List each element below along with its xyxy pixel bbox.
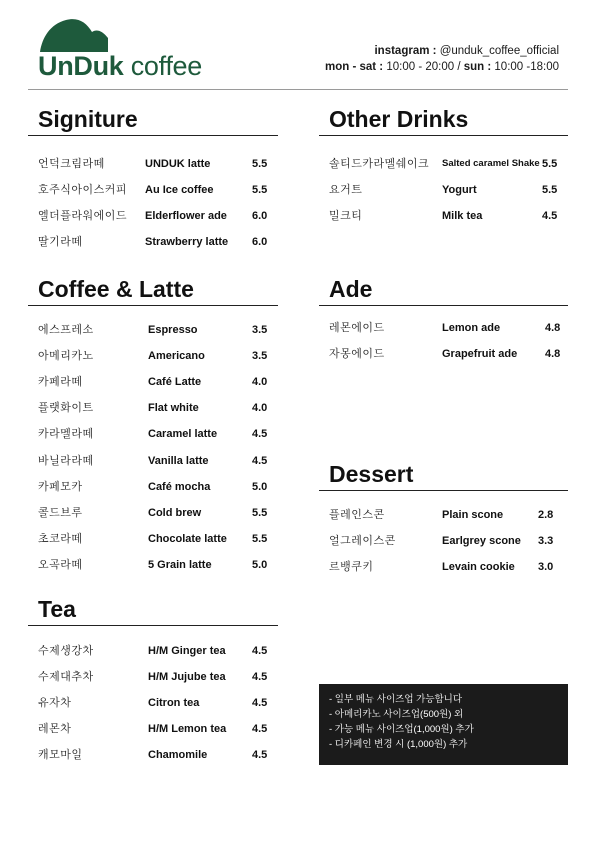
item-english: Americano — [148, 350, 205, 362]
item-price: 5.5 — [252, 507, 268, 519]
item-korean: 오곡라떼 — [38, 559, 83, 571]
item-english: Grapefruit ade — [442, 348, 518, 360]
brand-name-bold: UnDuk — [38, 51, 124, 81]
notice-line: - 아메리카노 사이즈업(500원) 외 — [329, 709, 464, 720]
item-price: 5.0 — [252, 559, 268, 571]
item-korean: 카페모카 — [38, 481, 83, 493]
notice-line: - 디카페인 변경 시 (1,000원) 추가 — [329, 739, 468, 750]
item-price: 6.0 — [252, 210, 268, 222]
item-english: Vanilla latte — [148, 455, 209, 467]
hill-logo-icon — [38, 16, 110, 54]
notice-line: - 일부 메뉴 사이즈업 가능합니다 — [329, 694, 463, 705]
instagram-handle: @unduk_coffee_official — [439, 45, 559, 57]
item-korean: 요거트 — [329, 184, 363, 196]
item-price: 4.0 — [252, 376, 268, 388]
item-korean: 딸기라떼 — [38, 236, 83, 248]
item-price: 3.3 — [538, 535, 554, 547]
item-price: 4.5 — [252, 749, 268, 761]
notice-box — [319, 684, 568, 765]
item-price: 3.0 — [538, 561, 554, 573]
item-english: H/M Ginger tea — [148, 645, 226, 657]
item-english: Citron tea — [148, 697, 200, 709]
hours-line — [325, 59, 559, 75]
item-korean: 엘더플라워에이드 — [38, 210, 128, 222]
section-title: Signiture — [28, 103, 278, 136]
hours-weekday: 10:00 - 20:00 / — [386, 61, 461, 73]
item-english: Flat white — [148, 402, 199, 414]
item-price: 4.5 — [252, 645, 268, 657]
item-korean: 레몬에이드 — [329, 322, 385, 334]
section-title: Ade — [319, 273, 568, 306]
item-price: 4.5 — [252, 697, 268, 709]
brand-logo — [38, 16, 243, 86]
item-korean: 솔티드카라멜쉐이크 — [329, 158, 430, 170]
item-price: 6.0 — [252, 236, 268, 248]
instagram-line — [325, 43, 559, 59]
item-english: Espresso — [148, 324, 198, 336]
item-english: H/M Lemon tea — [148, 723, 227, 735]
item-english: Chocolate latte — [148, 533, 227, 545]
item-english: Elderflower ade — [145, 210, 227, 222]
section-title: Tea — [28, 593, 278, 626]
item-english: Levain cookie — [442, 561, 515, 573]
item-price: 4.0 — [252, 402, 268, 414]
item-korean: 콜드브루 — [38, 507, 83, 519]
item-price: 5.5 — [252, 184, 268, 196]
item-korean: 호주식아이스커피 — [38, 184, 128, 196]
section-title: Coffee & Latte — [28, 273, 278, 306]
item-price: 5.5 — [252, 158, 268, 170]
header-divider — [28, 89, 568, 90]
item-price: 2.8 — [538, 509, 554, 521]
item-price: 3.5 — [252, 350, 268, 362]
item-korean: 아메리카노 — [38, 350, 94, 362]
item-price: 4.5 — [252, 723, 268, 735]
item-english: Milk tea — [442, 210, 483, 222]
item-english: Strawberry latte — [145, 236, 229, 248]
item-english: Cold brew — [148, 507, 202, 519]
hours-sunday: 10:00 -18:00 — [494, 61, 559, 73]
item-english: UNDUK latte — [145, 158, 211, 170]
section-other-drinks — [319, 103, 568, 226]
section-tea — [28, 593, 278, 766]
item-korean: 수제대추차 — [38, 671, 94, 683]
item-english: 5 Grain latte — [148, 559, 212, 571]
item-korean: 언덕크림라떼 — [38, 158, 105, 170]
item-price: 5.0 — [252, 481, 268, 493]
item-korean: 수제생강차 — [38, 645, 94, 657]
item-price: 3.5 — [252, 324, 268, 336]
section-title: Other Drinks — [319, 103, 568, 136]
item-korean: 에스프레소 — [38, 324, 94, 336]
item-korean: 유자차 — [38, 697, 72, 709]
contact-info — [325, 43, 559, 75]
item-english: Caramel latte — [148, 428, 218, 440]
brand-name — [38, 51, 202, 82]
item-english: Earlgrey scone — [442, 535, 521, 547]
section-ade — [319, 273, 568, 376]
hours-sunday-label: sun : — [463, 61, 492, 73]
item-price: 4.5 — [252, 671, 268, 683]
item-korean: 르뱅쿠키 — [329, 561, 374, 573]
item-english: H/M Jujube tea — [148, 671, 226, 683]
hours-weekday-label: mon - sat : — [325, 61, 384, 73]
item-korean: 플랫화이트 — [38, 402, 94, 414]
item-price: 5.5 — [542, 184, 558, 196]
item-korean: 바닐라라떼 — [38, 455, 94, 467]
item-korean: 카페라떼 — [38, 376, 83, 388]
item-english: Salted caramel Shake — [442, 158, 540, 169]
item-price: 4.5 — [542, 210, 558, 222]
item-english: Café mocha — [148, 481, 211, 493]
section-signiture — [28, 103, 278, 248]
section-title: Dessert — [319, 458, 568, 491]
item-korean: 카라멜라떼 — [38, 428, 94, 440]
item-english: Au Ice coffee — [145, 184, 214, 196]
item-korean: 캐모마일 — [38, 749, 83, 761]
section-dessert — [319, 458, 568, 591]
item-korean: 밀크티 — [329, 210, 363, 222]
item-korean: 얼그레이스콘 — [329, 535, 396, 547]
item-english: Chamomile — [148, 749, 208, 761]
item-price: 4.5 — [252, 428, 268, 440]
item-price: 5.5 — [542, 158, 558, 170]
item-price: 4.5 — [252, 455, 268, 467]
brand-name-light: coffee — [130, 51, 202, 81]
item-english: Plain scone — [442, 509, 504, 521]
item-english: Yogurt — [442, 184, 477, 196]
item-price: 4.8 — [545, 322, 561, 334]
notice-line: - 가능 메뉴 사이즈업(1,000원) 추가 — [329, 724, 474, 735]
instagram-label: instagram : — [374, 45, 437, 57]
item-korean: 초코라떼 — [38, 533, 83, 545]
item-korean: 자몽에이드 — [329, 348, 385, 360]
item-price: 4.8 — [545, 348, 561, 360]
item-price: 5.5 — [252, 533, 268, 545]
item-korean: 플레인스콘 — [329, 509, 385, 521]
item-korean: 레몬차 — [38, 723, 72, 735]
item-english: Café Latte — [148, 376, 202, 388]
item-english: Lemon ade — [442, 322, 501, 334]
section-coffee-latte — [28, 273, 278, 571]
